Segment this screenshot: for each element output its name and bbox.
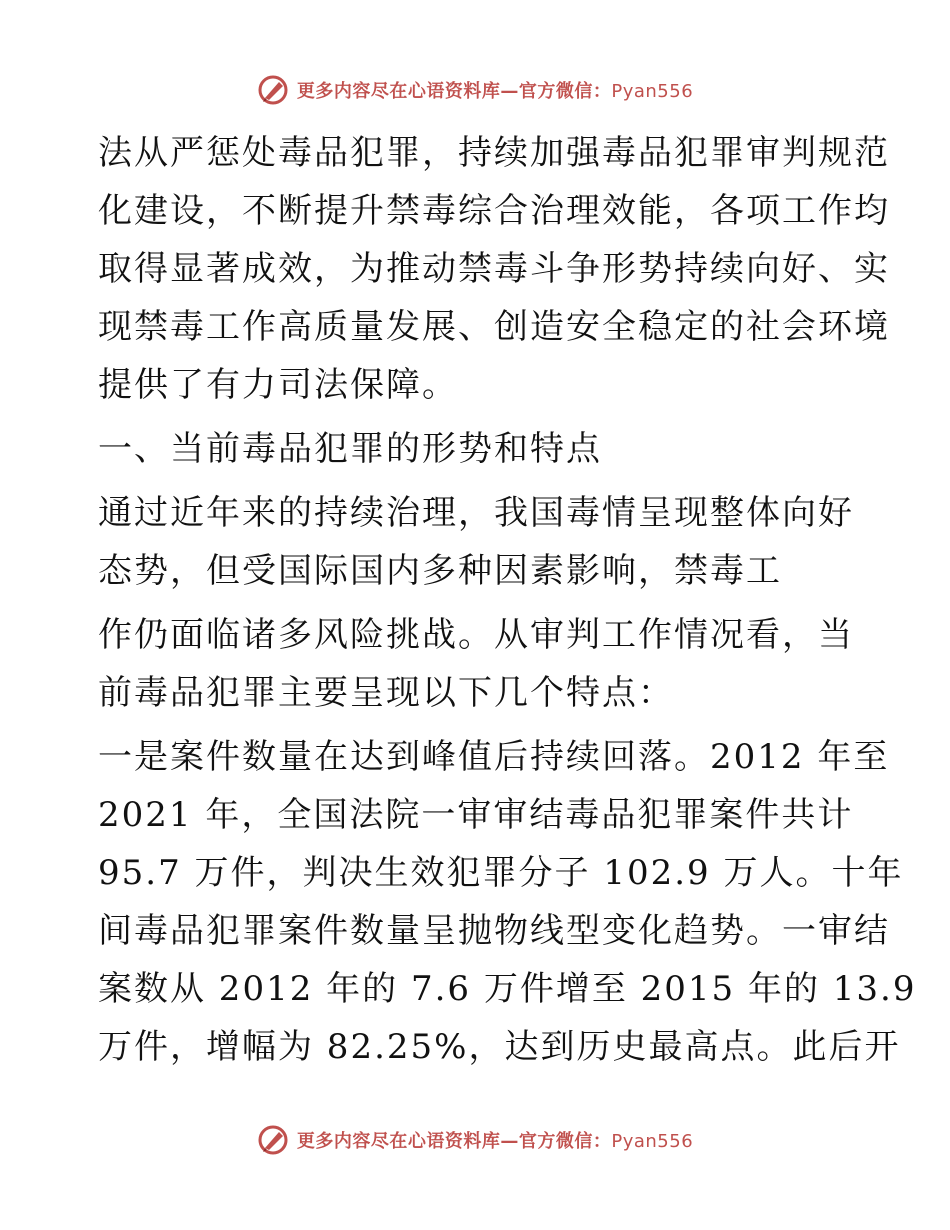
paragraph-challenges <box>98 606 858 722</box>
paragraph-case-numbers <box>98 728 917 1076</box>
watermark-text: 更多内容尽在心语资料库—官方微信：Pyan556 <box>296 1131 694 1152</box>
text-line: 一是案件数量在达到峰值后持续回落。2012 年至 <box>98 737 890 777</box>
watermark-bottom <box>0 1122 950 1158</box>
heading-line: 一、当前毒品犯罪的形势和特点 <box>98 429 602 469</box>
text-line: 通过近年来的持续治理，我国毒情呈现整体向好 <box>98 493 854 533</box>
text-line: 作仍面临诸多风险挑战。从审判工作情况看，当 <box>98 615 854 655</box>
text-line: 万件，增幅为 82.25%，达到历史最高点。此后开 <box>98 1027 901 1067</box>
pen-logo-icon <box>257 74 289 106</box>
text-line: 间毒品犯罪案件数量呈抛物线型变化趋势。一审结 <box>98 911 890 951</box>
text-line: 前毒品犯罪主要呈现以下几个特点： <box>98 673 674 713</box>
text-line: 95.7 万件，判决生效犯罪分子 102.9 万人。十年 <box>98 853 904 893</box>
paragraph-situation <box>98 484 858 600</box>
pen-logo-icon <box>257 1124 289 1156</box>
text-line: 2021 年，全国法院一审审结毒品犯罪案件共计 <box>98 795 854 835</box>
document-body <box>98 124 917 1076</box>
text-line: 现禁毒工作高质量发展、创造安全稳定的社会环境 <box>98 307 890 347</box>
watermark-text: 更多内容尽在心语资料库—官方微信：Pyan556 <box>296 81 694 102</box>
text-line: 态势，但受国际国内多种因素影响，禁毒工 <box>98 551 782 591</box>
text-line: 取得显著成效，为推动禁毒斗争形势持续向好、实 <box>98 249 890 289</box>
paragraph-intro <box>98 124 890 414</box>
section-heading <box>98 420 858 478</box>
text-line: 提供了有力司法保障。 <box>98 365 458 405</box>
text-line: 法从严惩处毒品犯罪，持续加强毒品犯罪审判规范 <box>98 133 890 173</box>
text-line: 化建设，不断提升禁毒综合治理效能，各项工作均 <box>98 191 890 231</box>
text-line: 案数从 2012 年的 7.6 万件增至 2015 年的 13.9 <box>98 969 917 1009</box>
watermark-top <box>0 72 950 108</box>
